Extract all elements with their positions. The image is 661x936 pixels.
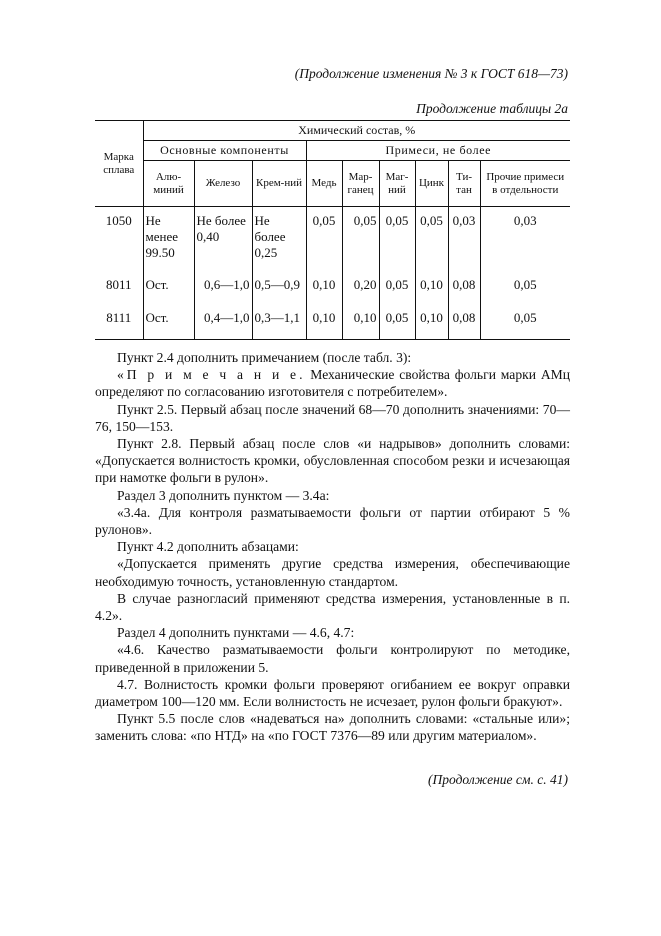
cell-other: 0,05 <box>480 271 570 304</box>
paragraph: Пункт 4.2 дополнить абзацами: <box>117 539 299 555</box>
cell-mg: 0,05 <box>379 207 415 271</box>
cell-zn: 0,10 <box>415 271 448 304</box>
paragraph-note <box>95 366 570 400</box>
cell-cu: 0,10 <box>306 304 342 340</box>
col-aluminum: Алю-миний <box>143 161 194 207</box>
cell-cu: 0,05 <box>306 207 342 271</box>
note-text: Механические свойства фольги марки АМц определяют по согласованию изготовителя с потребителем». <box>95 367 570 400</box>
paragraph: «Допускается применять другие средства измерения, обеспечивающие необходимую точность, установленную стандартом. <box>95 556 570 589</box>
footer-continuation: (Продолжение см. с. 41) <box>428 772 568 787</box>
col-titanium: Ти-тан <box>448 161 480 207</box>
col-magnesium: Маг-ний <box>379 161 415 207</box>
cell-grade: 8011 <box>95 271 143 304</box>
cell-fe: 0,4—1,0 <box>194 304 252 340</box>
cell-mn: 0,05 <box>342 207 379 271</box>
cell-other: 0,05 <box>480 304 570 340</box>
cell-grade: 1050 <box>95 207 143 271</box>
cell-mg: 0,05 <box>379 304 415 340</box>
amendment-text <box>95 349 570 745</box>
cell-ti: 0,08 <box>448 304 480 340</box>
col-other-impurities: Прочие примеси в отдельности <box>480 161 570 207</box>
paragraph: «3.4а. Для контроля разматываемости фольги от партии отбирают 5 % рулонов». <box>95 504 570 538</box>
cell-grade: 8111 <box>95 304 143 340</box>
main-components-header: Основные компоненты <box>143 141 306 161</box>
col-grade-header: Марка сплава <box>95 121 143 207</box>
cell-al: Не менее 99.50 <box>143 207 194 271</box>
cell-al: Ост. <box>143 271 194 304</box>
paragraph: Пункт 2.4 дополнить примечанием (после табл. 3): <box>117 350 412 365</box>
cell-ti: 0,08 <box>448 271 480 304</box>
col-copper: Медь <box>306 161 342 207</box>
cell-al: Ост. <box>143 304 194 340</box>
header-continuation: (Продолжение изменения № 3 к ГОСТ 618—73) <box>294 66 568 81</box>
cell-mn: 0,20 <box>342 271 379 304</box>
cell-fe: 0,6—1,0 <box>194 271 252 304</box>
cell-ti: 0,03 <box>448 207 480 271</box>
table-row <box>95 271 570 304</box>
cell-other: 0,03 <box>480 207 570 271</box>
cell-si: Не более 0,25 <box>252 207 306 271</box>
paragraph: Раздел 4 дополнить пунктами — 4.6, 4.7: <box>117 625 355 641</box>
chemical-composition-table <box>95 120 570 340</box>
col-silicon: Крем-ний <box>252 161 306 207</box>
paragraph: Раздел 3 дополнить пунктом — 3.4а: <box>117 487 330 503</box>
table-row <box>95 207 570 271</box>
impurities-header: Примеси, не более <box>306 141 570 161</box>
paragraph: 4.7. Волнистость кромки фольги проверяют огибанием ее вокруг оправки диаметром 100—120 мм. Если волнистость не исчезает, рулон фольги бракуют». <box>95 676 570 710</box>
paragraph: В случае разногласий применяют средства измерения, установленные в п. 4.2». <box>95 590 570 624</box>
paragraph: Пункт 2.5. Первый абзац после значений 68—70 дополнить значениями: 70—76, 150—153. <box>95 401 570 434</box>
col-manganese: Мар-ганец <box>342 161 379 207</box>
cell-mn: 0,10 <box>342 304 379 340</box>
table-continuation-label: Продолжение таблицы 2а <box>416 101 568 116</box>
chem-composition-header: Химический состав, % <box>143 121 570 141</box>
table-row <box>95 304 570 340</box>
paragraph: Пункт 2.8. Первый абзац после слов «и надрывов» дополнить словами: «Допускается волнистость кромки, обусловленная способом резки и исчезающая при намотке фольги в рулон». <box>95 436 570 486</box>
cell-si: 0,3—1,1 <box>252 304 306 340</box>
col-zinc: Цинк <box>415 161 448 207</box>
col-iron: Железо <box>194 161 252 207</box>
paragraph: Пункт 5.5 после слов «надеваться на» дополнить словами: «стальные или»; заменить слова: «по НТД» на «по ГОСТ 7376—89 или другим материалом». <box>95 711 570 744</box>
cell-si: 0,5—0,9 <box>252 271 306 304</box>
cell-fe: Не более 0,40 <box>194 207 252 271</box>
cell-zn: 0,05 <box>415 207 448 271</box>
paragraph: «4.6. Качество разматываемости фольги контролируют по методике, приведенной в приложении 5. <box>95 642 570 675</box>
cell-cu: 0,10 <box>306 271 342 304</box>
cell-mg: 0,05 <box>379 271 415 304</box>
note-label: «П р и м е ч а н и е. <box>117 367 306 383</box>
cell-zn: 0,10 <box>415 304 448 340</box>
